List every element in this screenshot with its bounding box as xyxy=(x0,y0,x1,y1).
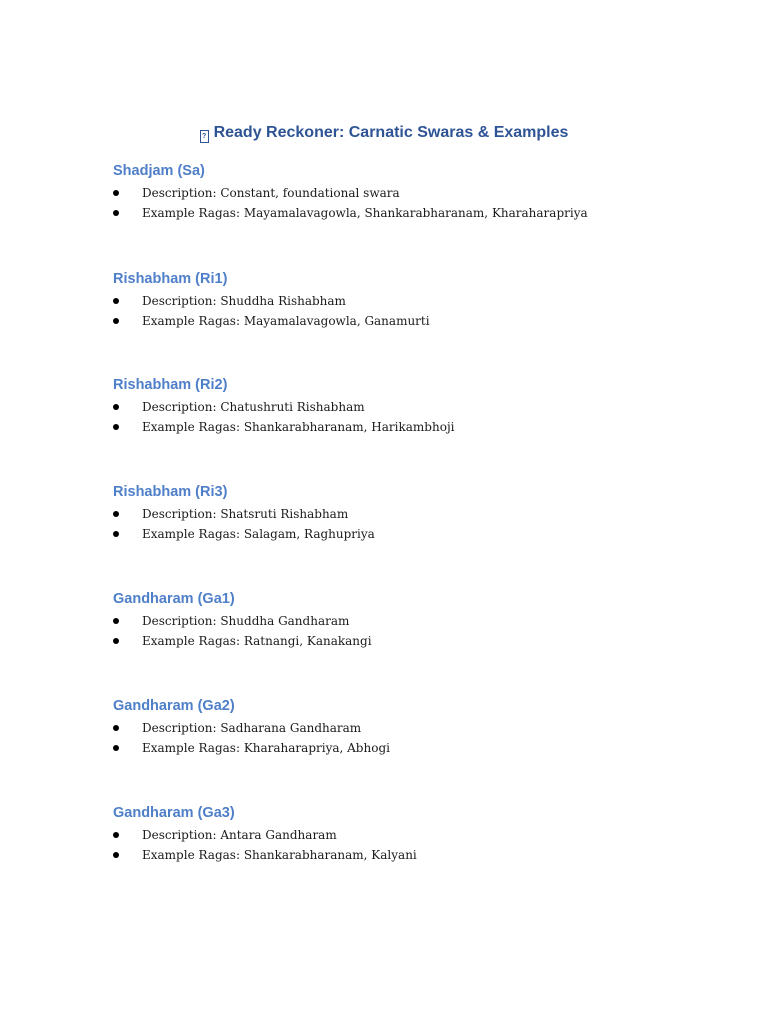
description-text: Description: Chatushruti Rishabham xyxy=(142,400,365,414)
example-ragas-text: Example Ragas: Salagam, Raghupriya xyxy=(142,527,375,541)
section-heading: Gandharam (Ga2) xyxy=(113,698,235,714)
bullet-icon xyxy=(113,725,119,731)
bullet-list xyxy=(113,291,713,331)
section-heading: Shadjam (Sa) xyxy=(113,163,205,179)
document-title-text: Ready Reckoner: Carnatic Swaras & Examples xyxy=(213,124,569,141)
example-ragas-text: Example Ragas: Mayamalavagowla, Shankarabharanam, Kharaharapriya xyxy=(142,206,588,220)
bullet-list xyxy=(113,825,713,865)
section-heading: Rishabham (Ri2) xyxy=(113,377,228,393)
bullet-icon xyxy=(113,618,119,624)
section-heading: Rishabham (Ri3) xyxy=(113,484,228,500)
description-text: Description: Antara Gandharam xyxy=(142,828,337,842)
section-gandharam-ga2 xyxy=(113,696,713,758)
bullet-icon xyxy=(113,745,119,751)
document-title xyxy=(0,124,768,143)
missing-glyph-icon: ? xyxy=(200,130,209,143)
example-ragas-item xyxy=(113,738,713,758)
section-rishabham-ri3 xyxy=(113,482,713,544)
description-text: Description: Constant, foundational swara xyxy=(142,186,400,200)
bullet-list xyxy=(113,611,713,651)
description-text: Description: Shuddha Rishabham xyxy=(142,294,346,308)
example-ragas-item xyxy=(113,417,713,437)
section-heading: Gandharam (Ga3) xyxy=(113,805,235,821)
example-ragas-text: Example Ragas: Shankarabharanam, Harikambhoji xyxy=(142,420,455,434)
bullet-icon xyxy=(113,404,119,410)
section-shadjam-sa xyxy=(113,161,713,223)
example-ragas-item xyxy=(113,203,713,223)
bullet-icon xyxy=(113,638,119,644)
example-ragas-item xyxy=(113,631,713,651)
bullet-list xyxy=(113,718,713,758)
description-item xyxy=(113,718,713,738)
example-ragas-text: Example Ragas: Shankarabharanam, Kalyani xyxy=(142,848,417,862)
example-ragas-text: Example Ragas: Mayamalavagowla, Ganamurti xyxy=(142,314,430,328)
bullet-icon xyxy=(113,210,119,216)
bullet-icon xyxy=(113,832,119,838)
description-text: Description: Shuddha Gandharam xyxy=(142,614,350,628)
section-rishabham-ri2 xyxy=(113,375,713,437)
description-item xyxy=(113,825,713,845)
bullet-icon xyxy=(113,298,119,304)
description-item xyxy=(113,291,713,311)
example-ragas-item xyxy=(113,524,713,544)
description-text: Description: Sadharana Gandharam xyxy=(142,721,362,735)
section-gandharam-ga1 xyxy=(113,589,713,651)
bullet-icon xyxy=(113,852,119,858)
bullet-icon xyxy=(113,318,119,324)
description-item xyxy=(113,611,713,631)
section-rishabham-ri1 xyxy=(113,269,713,331)
example-ragas-item xyxy=(113,845,713,865)
example-ragas-item xyxy=(113,311,713,331)
description-item xyxy=(113,183,713,203)
example-ragas-text: Example Ragas: Ratnangi, Kanakangi xyxy=(142,634,372,648)
section-heading: Rishabham (Ri1) xyxy=(113,271,228,287)
bullet-icon xyxy=(113,424,119,430)
section-gandharam-ga3 xyxy=(113,803,713,865)
bullet-list xyxy=(113,504,713,544)
bullet-list xyxy=(113,397,713,437)
bullet-icon xyxy=(113,190,119,196)
example-ragas-text: Example Ragas: Kharaharapriya, Abhogi xyxy=(142,741,390,755)
description-item xyxy=(113,504,713,524)
description-item xyxy=(113,397,713,417)
section-heading: Gandharam (Ga1) xyxy=(113,591,235,607)
description-text: Description: Shatsruti Rishabham xyxy=(142,507,349,521)
bullet-list xyxy=(113,183,713,223)
bullet-icon xyxy=(113,531,119,537)
bullet-icon xyxy=(113,511,119,517)
